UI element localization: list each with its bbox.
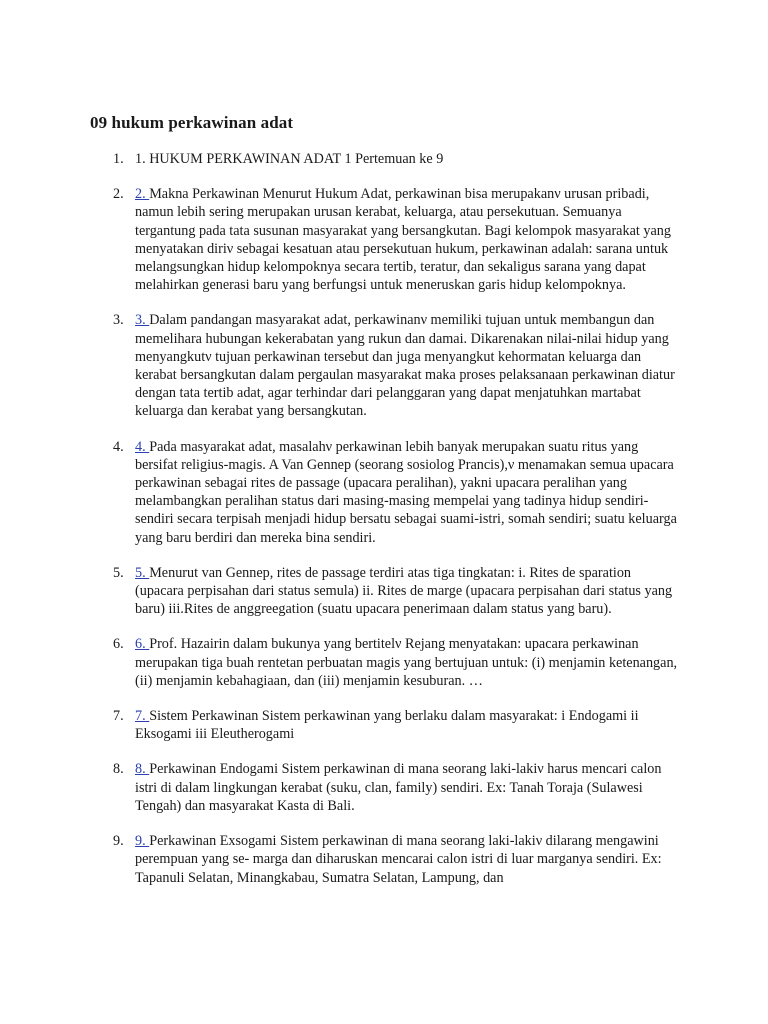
item-number: 9. [113, 833, 124, 850]
item-number: 1. [113, 151, 124, 167]
slide-link-2[interactable]: 2. [135, 186, 150, 203]
slide-link-4[interactable]: 4. [135, 438, 150, 455]
item-text: Perkawinan Endogami Sistem perkawinan di mana seorang laki-lakiν harus mencari calon istri di dalam lingkungan kerabat (suku, clan, family) sendiri. Ex: Tanah Toraja (Sulawesi Tengah) dan masyarakat Kasta di Bali. [135, 761, 662, 814]
document-title: 09 hukum perkawinan adat [90, 113, 294, 132]
item-number: 3. [113, 312, 124, 329]
slide-link-5[interactable]: 5. [135, 564, 150, 581]
item-text: Dalam pandangan masyarakat adat, perkawinanν memiliki tujuan untuk membangun dan memelihara hubungan kekerabatan yang rukun dan damai. Dikarenakan nilai-nilai hidup yang menyangkutν tujuan perkawinan tersebut dan juga menyangkut kehormatan keluarga dan kerabat bersangkutan dalam pergaulan masyarakat maka proses pelaksanaan perkawinan diatur dengan tata tertib adat, agar terhindar dari pelanggaran yang dapat menjatuhkan martabat keluarga dan kerabat yang bersangkutan. [135, 312, 675, 420]
list-item [0, 185, 768, 294]
slide-link-7[interactable]: 7. [135, 708, 150, 725]
item-text: Sistem Perkawinan Sistem perkawinan yang berlaku dalam masyarakat: i Endogami ii Eksogami iii Eleutherogami [135, 708, 639, 743]
list-item [0, 832, 768, 887]
item-text: Makna Perkawinan Menurut Hukum Adat, perkawinan bisa merupakanν urusan pribadi, namun lebih sering merupakan urusan kerabat, keluarga, atau persekutuan. Semuanya tergantung pada tata susunan masyarakat yang bersangkutan. Bagi kelompok masyarakat yang menyatakan diriν sebagai kesatuan atau persekutuan hukum, perkawinan adalah: sarana untuk melangsungkan hidup kelompoknya secara tertib, teratur, dan sekaligus sarana yang dapat melahirkan generasi baru yang berfungsi untuk meneruskan garis hidup kelompoknya. [135, 186, 671, 294]
item-text: Menurut van Gennep, rites de passage terdiri atas tiga tingkatan: i. Rites de sparation (upacara perpisahan dari status semula) ii. Rites de marge (upacara perpisahan dari status yang baru) iii.Rites de anggreegation (suatu upacara penerimaan dalam status yang baru). [135, 564, 673, 618]
list-item [0, 150, 768, 168]
list-item [0, 438, 768, 547]
item-text: Pada masyarakat adat, masalahν perkawinan lebih banyak merupakan suatu ritus yang bersifat religius-magis. A Van Gennep (seorang sosiolog Prancis),ν menamakan semua upacara perkawinan sebagai rites de passage (upacara peralihan), yakni upacara peralihan yang melambangkan peralihan status dari masing-masing mempelai yang tadinya hidup sendiri-sendiri secara terpisah menjadi hidup bersatu sebagai suami-istri, somah sendiri; suatu keluarga yang baru berdiri dan mereka bina sendiri. [135, 438, 677, 546]
slide-link-9[interactable]: 9. [135, 833, 150, 850]
list-item [0, 635, 768, 690]
item-number: 7. [113, 708, 124, 725]
slide-link-3[interactable]: 3. [135, 312, 150, 329]
item-text: Perkawinan Exsogami Sistem perkawinan di mana seorang laki-lakiν dilarang mengawini perempuan yang se- marga dan diharuskan mencarai calon istri di luar marganya sendiri. Ex: Tapanuli Selatan, Minangkabau, Sumatra Selatan, Lampung, dan [135, 833, 662, 886]
item-number: 2. [113, 186, 124, 203]
list-item [0, 760, 768, 815]
list-item [0, 564, 768, 619]
slide-link-8[interactable]: 8. [135, 761, 150, 778]
list-item [0, 311, 768, 420]
item-number: 5. [113, 564, 124, 581]
item-number: 8. [113, 761, 124, 778]
slide-link-6[interactable]: 6. [135, 636, 150, 653]
item-text: 1. HUKUM PERKAWINAN ADAT 1 Pertemuan ke 9 [135, 151, 444, 167]
item-number: 6. [113, 636, 124, 653]
list-item [0, 707, 768, 743]
item-text: Prof. Hazairin dalam bukunya yang bertitelν Rejang menyatakan: upacara perkawinan merupakan tiga buah rentetan perbuatan magis yang bertujuan untuk: (i) menjamin ketenangan, (ii) menjamin kebahagiaan, dan (iii) menjamin kesuburan. … [135, 636, 678, 689]
item-number: 4. [113, 438, 124, 455]
numbered-list [0, 150, 768, 904]
